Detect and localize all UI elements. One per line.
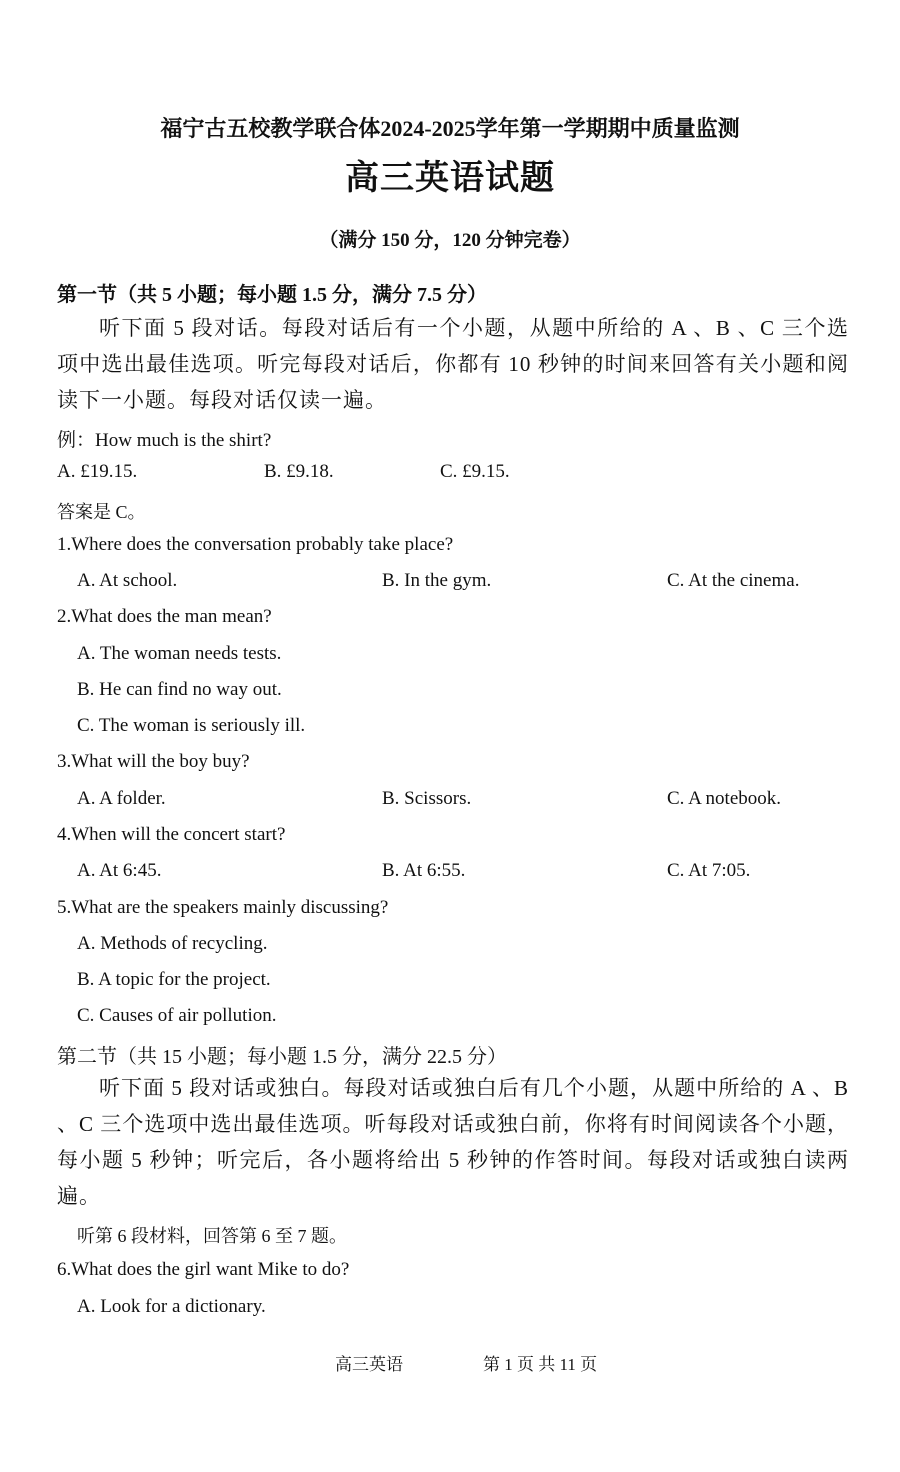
q5-option-c: C. Causes of air pollution.: [77, 1005, 277, 1026]
example-option-a: A. £19.15.: [57, 461, 138, 482]
exam-header-title: 福宁古五校教学联合体2024-2025学年第一学期期中质量监测: [160, 116, 740, 141]
q4-option-b: B. At 6:55.: [382, 860, 466, 881]
example-answer: 答案是 C。: [57, 502, 146, 522]
q3-option-a: A. A folder.: [77, 788, 166, 809]
q1-option-a: A. At school.: [77, 570, 178, 591]
score-note: （满分 150 分，120 分钟完卷）: [319, 230, 581, 251]
example-option-c: C. £9.15.: [440, 461, 510, 482]
q5-option-a: A. Methods of recycling.: [77, 933, 268, 954]
question-3: 3.What will the boy buy?: [57, 751, 250, 772]
section1-instructions: 听下面 5 段对话。每段对话后有一个小题，从题中所给的 A 、B 、C 三个选项中选出最佳选项。听完每段对话后，你都有 10 秒钟的时间来回答有关小题和阅读下一小题。每段对话仅读一遍。: [57, 316, 849, 412]
question-2: 2.What does the man mean?: [57, 606, 272, 627]
question-5: 5.What are the speakers mainly discussing?: [57, 897, 389, 918]
section1-heading: 第一节（共 5 小题；每小题 1.5 分，满分 7.5 分）: [57, 284, 487, 306]
footer-page-info: 第 1 页 共 11 页: [483, 1355, 598, 1374]
q2-option-c: C. The woman is seriously ill.: [77, 715, 306, 736]
q1-option-c: C. At the cinema.: [667, 570, 800, 591]
section2-instructions: 听下面 5 段对话或独白。每段对话或独白后有几个小题，从题中所给的 A 、B 、C 三个选项中选出最佳选项。听每段对话或独白前，你将有时间阅读各个小题，每小题 5 秒钟；听完后，各小题将给出 5 秒钟的作答时间。每段对话或独白读两遍。: [57, 1076, 849, 1208]
section2-heading: 第二节（共 15 小题；每小题 1.5 分，满分 22.5 分）: [57, 1046, 507, 1068]
question-6: 6.What does the girl want Mike to do?: [57, 1259, 350, 1280]
q2-option-b: B. He can find no way out.: [77, 679, 282, 700]
q6-option-a: A. Look for a dictionary.: [77, 1296, 266, 1317]
question-1: 1.Where does the conversation probably take place?: [57, 534, 454, 555]
q3-option-c: C. A notebook.: [667, 788, 782, 809]
example-option-b: B. £9.18.: [264, 461, 334, 482]
q2-option-a: A. The woman needs tests.: [77, 643, 282, 664]
footer-subject: 高三英语: [335, 1355, 403, 1374]
q4-option-c: C. At 7:05.: [667, 860, 751, 881]
question-4: 4.When will the concert start?: [57, 824, 286, 845]
q4-option-a: A. At 6:45.: [77, 860, 162, 881]
q1-option-b: B. In the gym.: [382, 570, 492, 591]
q5-option-b: B. A topic for the project.: [77, 969, 271, 990]
material-note: 听第 6 段材料，回答第 6 至 7 题。: [77, 1226, 347, 1246]
q3-option-b: B. Scissors.: [382, 788, 472, 809]
page-title: 高三英语试题: [345, 160, 555, 197]
example-question: 例：How much is the shirt?: [57, 430, 272, 451]
